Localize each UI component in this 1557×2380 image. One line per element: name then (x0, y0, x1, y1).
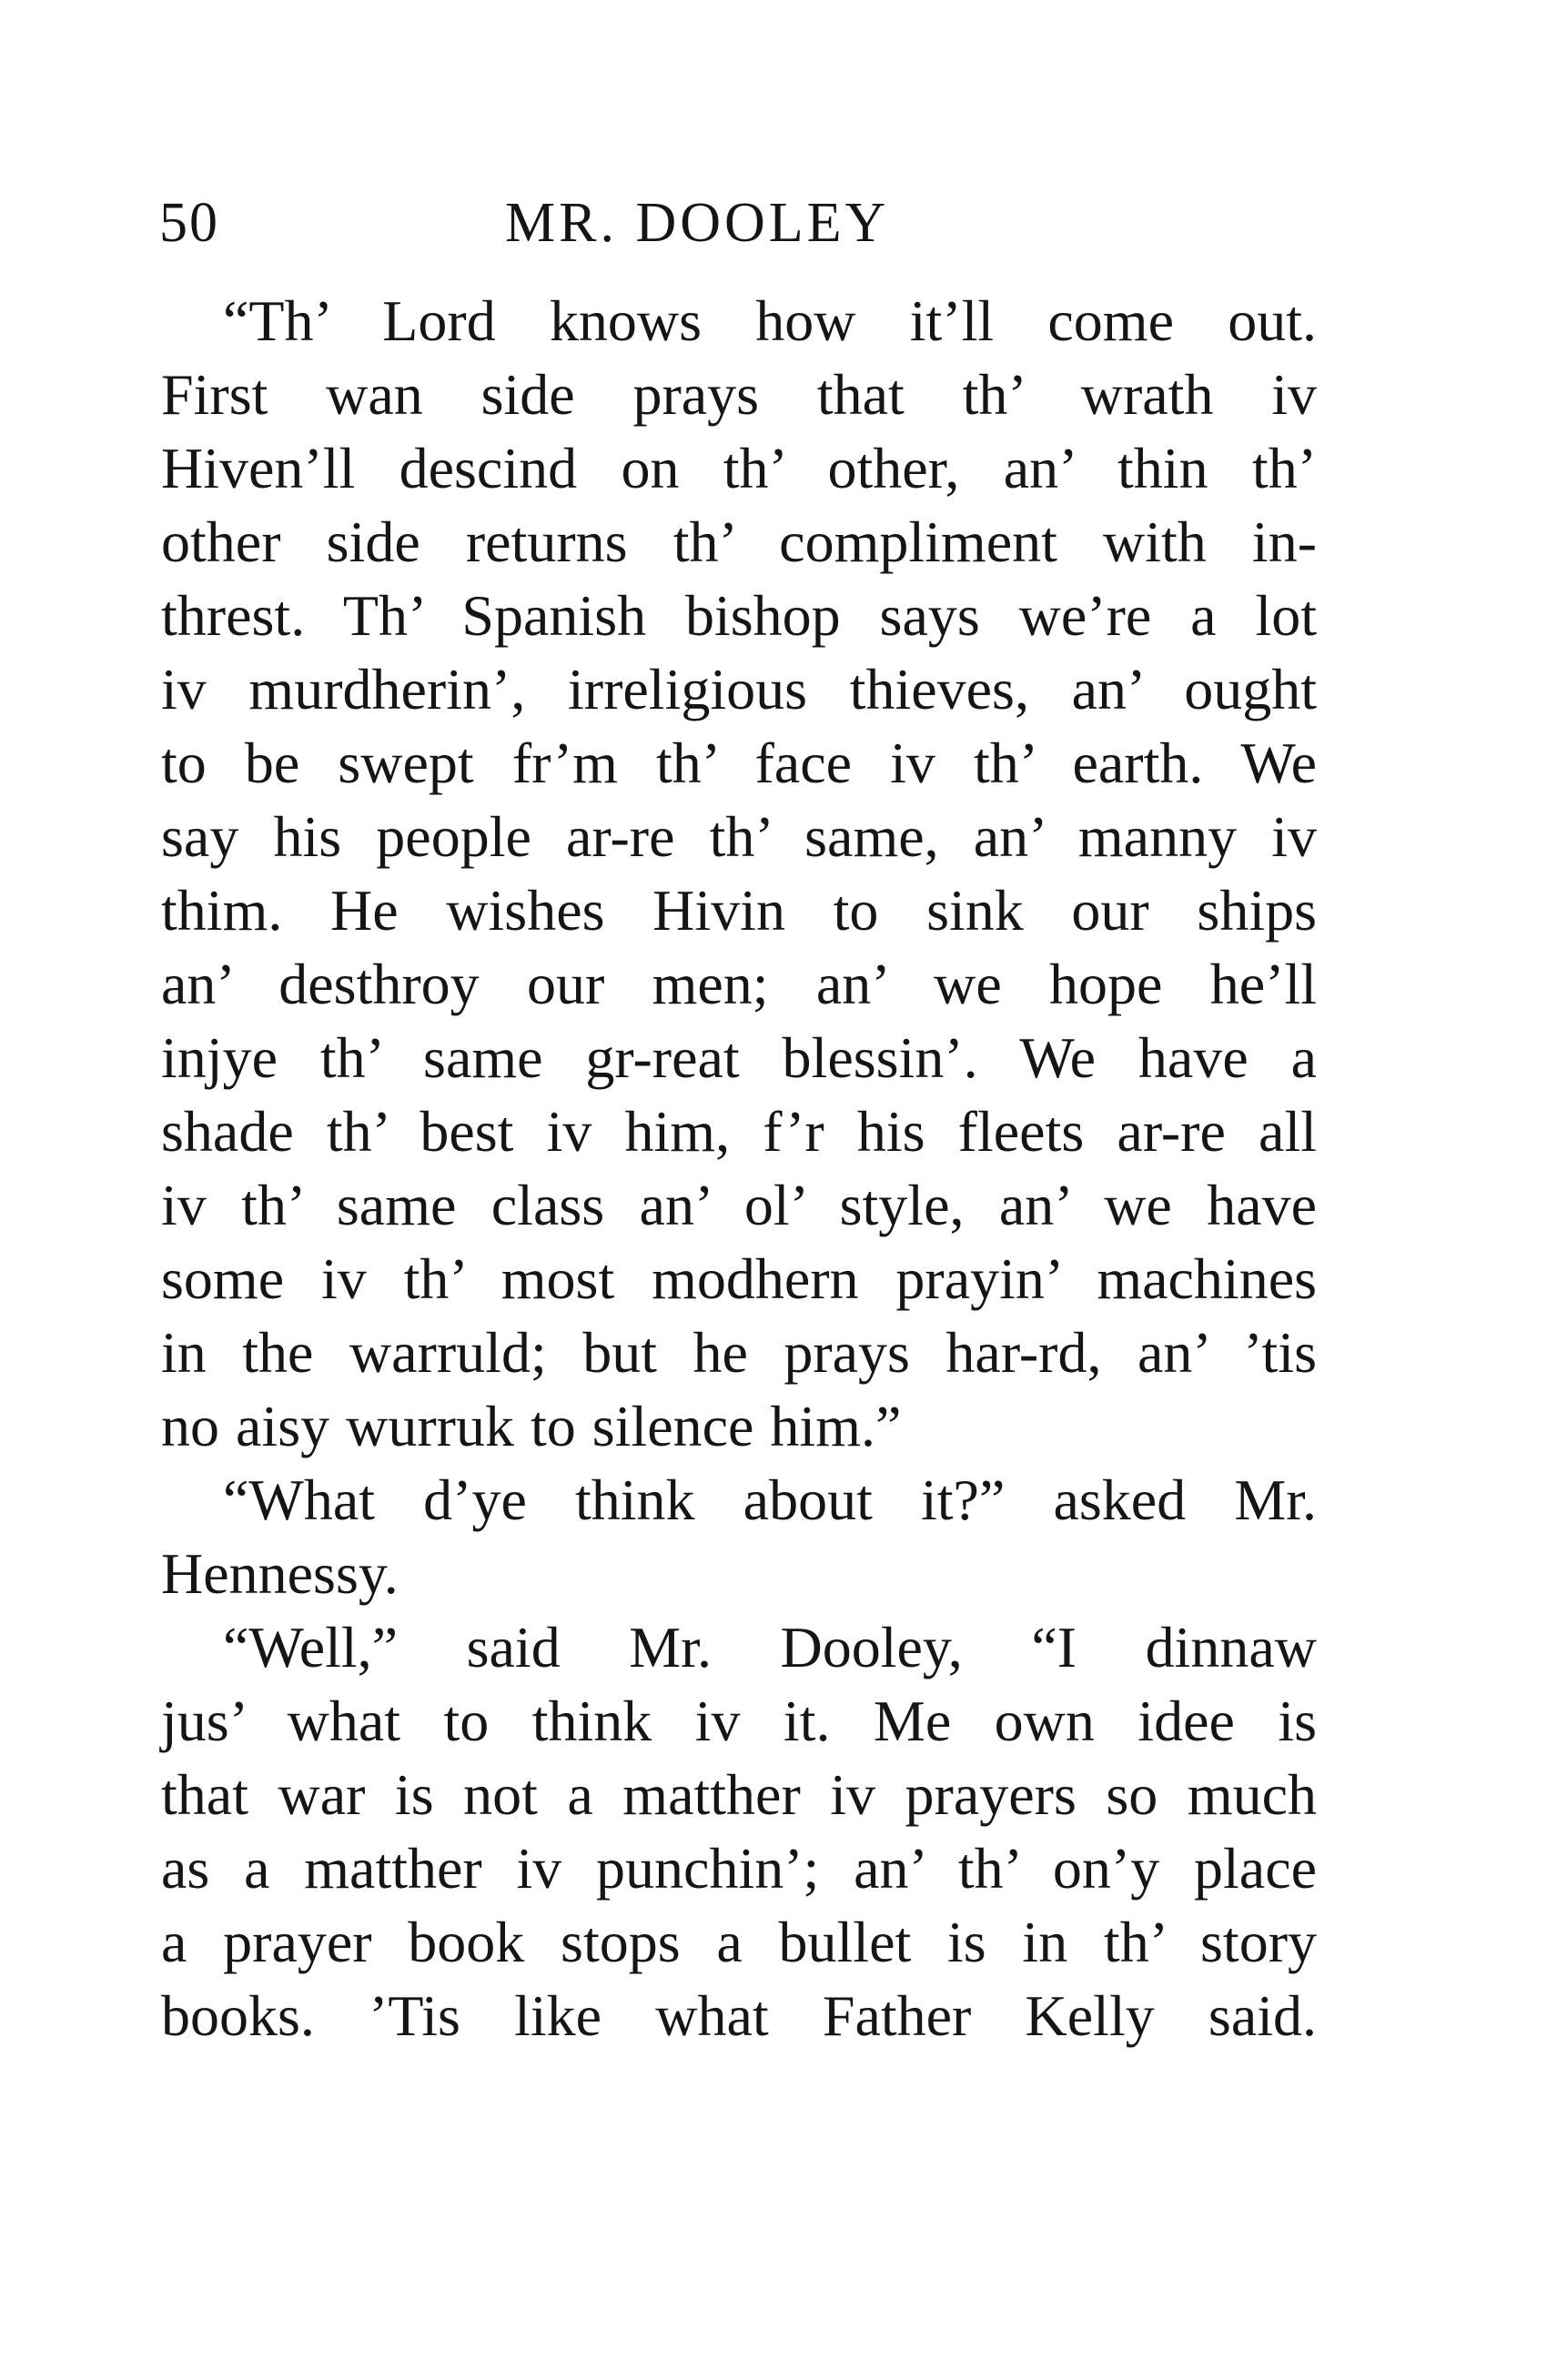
text-line: Hiven’ll descind on th’ other, an’ thin th’ (161, 436, 1317, 500)
text-line: iv th’ same class an’ ol’ style, an’ we have (161, 1173, 1317, 1237)
text-line: First wan side prays that th’ wrath iv (161, 362, 1317, 427)
text-line: to be swept fr’m th’ face iv th’ earth. We (161, 731, 1317, 795)
text-line: that war is not a matther iv prayers so much (161, 1762, 1317, 1827)
text-line: other side returns th’ compliment with in- (161, 509, 1317, 574)
text-line: an’ desthroy our men; an’ we hope he’ll (161, 952, 1317, 1016)
text-line: iv murdherin’, irreligious thieves, an’ ought (161, 657, 1317, 721)
page-header (159, 187, 1315, 259)
text-line: Hennessy. (161, 1541, 399, 1606)
text-line: some iv th’ most modhern prayin’ machines (161, 1246, 1317, 1311)
text-line: “Th’ Lord knows how it’ll come out. (223, 288, 1317, 353)
running-head: MR. DOOLEY (505, 192, 890, 254)
text-line: jus’ what to think iv it. Me own idee is (161, 1689, 1317, 1753)
text-line: threst. Th’ Spanish bishop says we’re a lot (161, 583, 1317, 648)
body-text (161, 284, 1317, 2052)
text-line: say his people ar-re th’ same, an’ manny iv (161, 804, 1317, 869)
text-line: a prayer book stops a bullet is in th’ story (161, 1910, 1317, 1974)
text-line: “What d’ye think about it?” asked Mr. (223, 1467, 1317, 1532)
text-line: books. ’Tis like what Father Kelly said. (161, 1983, 1317, 2048)
text-line: “Well,” said Mr. Dooley, “I dinnaw (223, 1615, 1317, 1679)
text-line: no aisy wurruk to silence him.” (161, 1394, 902, 1458)
text-line: as a matther iv punchin’; an’ th’ on’y place (161, 1836, 1317, 1901)
text-line: shade th’ best iv him, f’r his fleets ar-re all (161, 1099, 1317, 1164)
text-line: injye th’ same gr-reat blessin’. We have a (161, 1025, 1317, 1090)
text-line: thim. He wishes Hivin to sink our ships (161, 878, 1317, 943)
text-line: in the warruld; but he prays har-rd, an’ ’tis (161, 1320, 1317, 1385)
page-number: 50 (159, 192, 219, 254)
